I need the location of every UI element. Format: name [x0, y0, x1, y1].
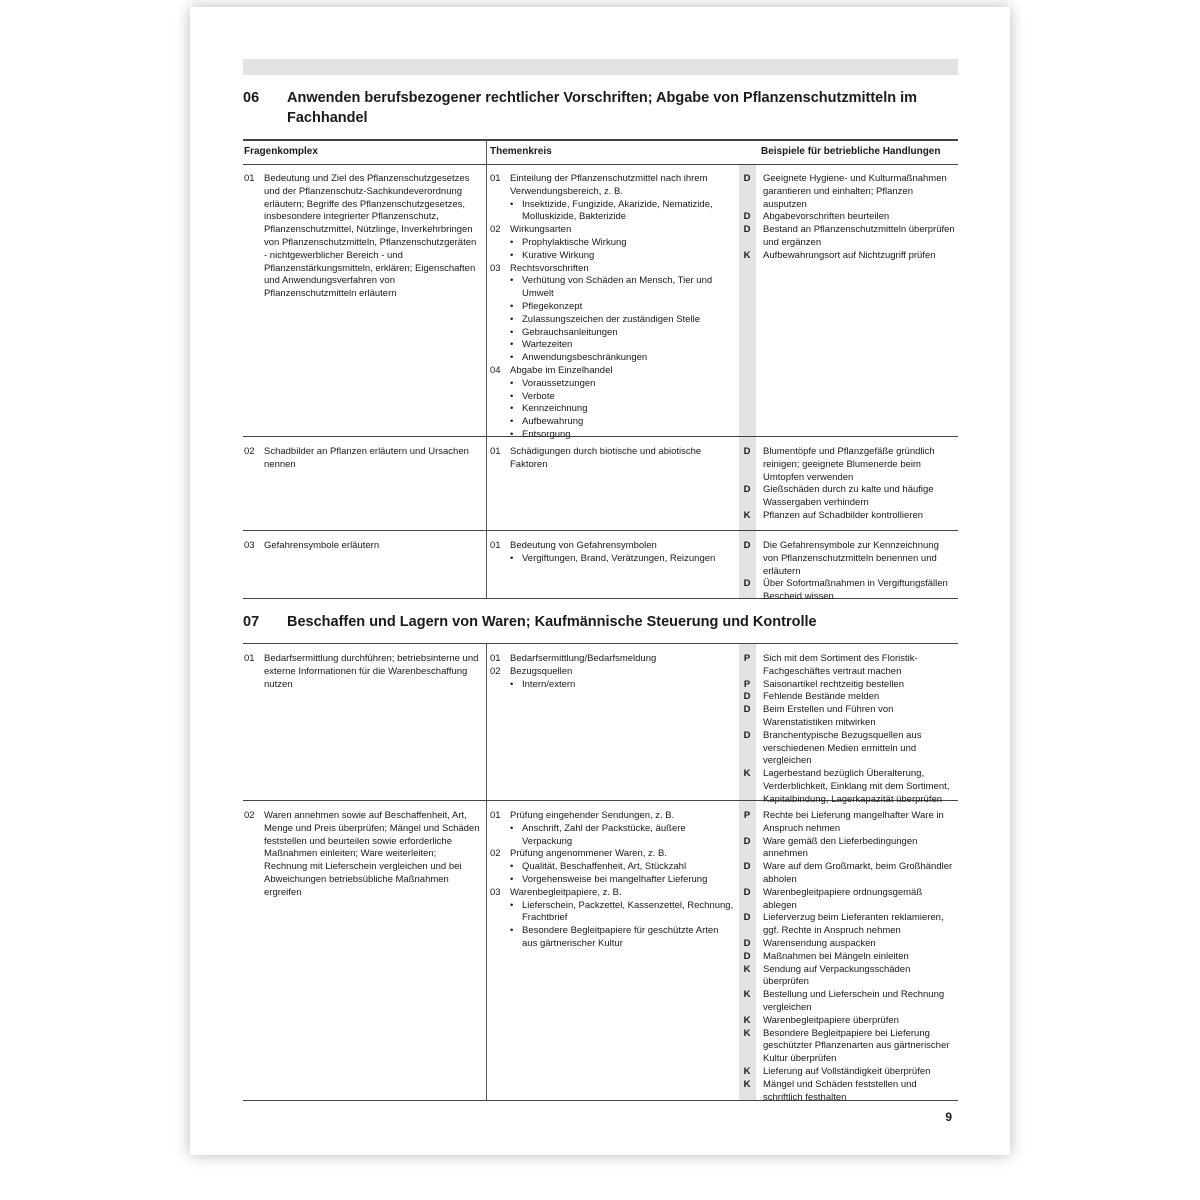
frage-cell: [244, 446, 482, 472]
page-number: 9: [945, 1110, 952, 1124]
handlung-text: Ware auf dem Großmarkt, beim Großhändler abholen: [763, 861, 953, 885]
row-divider: [243, 530, 958, 531]
handlung-code: D: [743, 704, 751, 716]
themen-text: Warenbegleitpapiere, z. B.: [510, 886, 622, 898]
handlung-text: Geeignete Hygiene- und Kulturmaßnahmen garantieren und einhalten; Pflanzen ausputzen: [763, 173, 947, 210]
handlung-code: P: [743, 678, 751, 690]
handlung-text: Fehlende Bestände melden: [763, 691, 880, 703]
themen-text: Rechtsvorschriften: [510, 262, 589, 274]
handlung-text: Lagerbestand bezüglich Überalterung, Verderblichkeit, Einklang mit dem Sortiment, Kapitalbindung, Lagerkapazität überprüfen: [763, 768, 950, 805]
handlung-code: D: [743, 540, 751, 551]
handlung-text: Pflanzen auf Schadbilder kontrollieren: [763, 509, 924, 521]
column-header-beispiele: Beispiele für betriebliche Handlungen: [761, 146, 941, 157]
handlung-code: D: [743, 173, 751, 184]
themen-cell: [490, 173, 736, 442]
handlung-code: P: [743, 810, 751, 821]
themen-number: 01: [490, 173, 501, 184]
handlung-text: Besondere Begleitpapiere bei Lieferung geschützter Pflanzenarten aus gärtnerischer Kultur überprüfen: [763, 1027, 950, 1065]
handlungen-cell: [741, 446, 955, 523]
handlung-text: Sendung auf Verpackungsschäden überprüfen: [763, 963, 911, 988]
frage-text: Bedeutung und Ziel des Pflanzenschutzgesetzes und der Pflanzenschutz-Sachkundeverordnung erläutern; Begriffe des Pflanzenschutzgesetzes, insbesondere integrierter Pflanzenschutz, Pflanzenschutzmittel, Nützlinge, Inverkehrbringen von Pflanzenschutzmitteln, Pflanzenschutzgeräten - nichtgewerblicher Bereich - und Pflanzenstärkungsmitteln, erklären; Eigenschaften und Anwendungsverfahren von Pflanzenschutzmitteln erläutern: [264, 173, 477, 300]
handlung-code: D: [743, 484, 751, 496]
frage-cell: [244, 810, 482, 900]
handlung-code: K: [743, 509, 751, 521]
handlung-text: Warenbegleitpapiere überprüfen: [763, 1014, 899, 1026]
bullet-item: • Pflegekonzept: [510, 301, 736, 314]
bullet-item: • Intern/extern: [510, 679, 736, 692]
handlung-code: D: [743, 950, 751, 962]
column-divider: [486, 644, 487, 1100]
handlung-code: K: [743, 963, 751, 975]
bullet-item: • Anwendungsbeschränkungen: [510, 352, 736, 365]
handlung-text: Lieferverzug beim Lieferanten reklamieren, ggf. Rechte in Anspruch nehmen: [763, 912, 944, 937]
bullet-item: • Vorgehensweise bei mangelhafter Lieferung: [510, 874, 736, 887]
themen-number: 02: [490, 848, 501, 860]
handlung-code: D: [743, 211, 751, 223]
handlung-text: Lieferung auf Vollständigkeit überprüfen: [763, 1065, 931, 1077]
bullet-item: • Gebrauchsanleitungen: [510, 327, 736, 340]
bullet-item: • Besondere Begleitpapiere für geschützte Arten aus gärtnerischer Kultur: [510, 925, 736, 951]
handlungen-cell: [741, 540, 955, 604]
themen-number: 04: [490, 364, 501, 376]
themen-text: Bedeutung von Gefahrensymbolen: [510, 540, 657, 551]
table-top-rule: [243, 139, 958, 141]
handlung-code: K: [743, 1014, 751, 1026]
themen-text: Bezugsquellen: [510, 665, 573, 677]
handlung-text: Ware gemäß den Lieferbedingungen annehmen: [763, 835, 918, 860]
column-header-fragenkomplex: Fragenkomplex: [244, 146, 318, 157]
handlung-code: K: [743, 1078, 751, 1090]
handlung-text: Bestand an Pflanzenschutzmitteln überprüfen und ergänzen: [763, 224, 955, 248]
frage-text: Schadbilder an Pflanzen erläutern und Ursachen nennen: [264, 446, 469, 470]
handlung-text: Warenbegleitpapiere ordnungsgemäß ablegen: [763, 886, 923, 911]
bullet-item: • Vergiftungen, Brand, Verätzungen, Reizungen: [510, 553, 736, 566]
handlung-text: Über Sofortmaßnahmen in Vergiftungsfällen Bescheid wissen: [763, 578, 948, 603]
handlung-code: D: [743, 224, 751, 236]
handlung-code: D: [743, 912, 751, 924]
header-bar: [243, 59, 958, 75]
handlung-code: D: [743, 886, 751, 898]
handlung-code: D: [743, 691, 751, 703]
bullet-item: • Verbote: [510, 391, 736, 404]
handlung-code: D: [743, 578, 751, 590]
bullet-item: • Voraussetzungen: [510, 378, 736, 391]
handlungen-cell: [741, 173, 955, 263]
themen-text: Wirkungsarten: [510, 224, 572, 236]
handlung-text: Maßnahmen bei Mängeln einleiten: [763, 950, 909, 962]
handlung-text: Sich mit dem Sortiment des Floristik-Fachgeschäftes vertraut machen: [763, 653, 918, 677]
themen-number: 01: [490, 540, 501, 551]
themen-cell: [490, 446, 736, 472]
frage-text: Bedarfsermittlung durchführen; betriebsinterne und externe Informationen für die Warenbeschaffung nutzen: [264, 653, 479, 690]
frage-cell: [244, 173, 482, 301]
handlung-text: Rechte bei Lieferung mangelhafter Ware in Anspruch nehmen: [763, 810, 944, 834]
handlungen-cell: [741, 653, 955, 807]
frage-cell: [244, 653, 482, 691]
bullet-item: • Verhütung von Schäden an Mensch, Tier und Umwelt: [510, 275, 736, 301]
handlung-text: Bestellung und Lieferschein und Rechnung vergleichen: [763, 989, 945, 1013]
themen-number: 01: [490, 446, 501, 457]
bullet-item: • Aufbewahrung: [510, 416, 736, 429]
section-title: Anwenden berufsbezogener rechtlicher Vorschriften; Abgabe von Pflanzenschutzmitteln im Fachhandel: [287, 90, 918, 126]
handlungen-cell: [741, 810, 955, 1104]
table-header-rule: [243, 164, 958, 165]
frage-number: 03: [244, 540, 255, 551]
handlung-code: K: [743, 1027, 751, 1039]
handlung-code: K: [743, 249, 751, 261]
themen-number: 01: [490, 810, 501, 821]
themen-cell: [490, 540, 736, 566]
themen-cell: [490, 653, 736, 691]
handlung-text: Gießschäden durch zu kalte und häufige Wassergaben verhindern: [763, 484, 934, 509]
themen-text: Bedarfsermittlung/Bedarfsmeldung: [510, 653, 657, 664]
handlung-text: Die Gefahrensymbole zur Kennzeichnung von Pflanzenschutzmitteln benennen und erläutern: [763, 540, 939, 577]
table-top-rule: [243, 643, 958, 644]
bullet-item: • Zulassungszeichen der zuständigen Stelle: [510, 314, 736, 327]
handlung-text: Abgabevorschriften beurteilen: [763, 211, 890, 223]
bullet-item: • Prophylaktische Wirkung: [510, 237, 736, 250]
handlung-code: K: [743, 768, 751, 780]
handlung-code: D: [743, 729, 751, 741]
frage-text: Gefahrensymbole erläutern: [264, 540, 380, 551]
themen-number: 01: [490, 653, 501, 664]
section-number: 06: [243, 90, 260, 106]
frage-text: Waren annehmen sowie auf Beschaffenheit, Art, Menge und Preis überprüfen; Mängel und Schäden feststellen und beurteilen sowie erforderliche Maßnahmen einleiten; Ware weiterleiten; Rechnung mit Lieferschein vergleichen und bei Abweichungen betriebsübliche Maßnahmen ergreifen: [264, 810, 480, 898]
handlung-text: Warensendung auspacken: [763, 937, 876, 949]
handlung-text: Saisonartikel rechtzeitig bestellen: [763, 678, 904, 690]
handlung-code: D: [743, 937, 751, 949]
themen-text: Abgabe im Einzelhandel: [510, 364, 613, 376]
section-title: Beschaffen und Lagern von Waren; Kaufmännische Steuerung und Kontrolle: [287, 614, 817, 630]
frage-number: 01: [244, 653, 255, 664]
section-number: 07: [243, 614, 260, 630]
bullet-item: • Anschrift, Zahl der Packstücke, äußere Verpackung: [510, 823, 736, 849]
frage-number: 02: [244, 810, 255, 821]
bullet-item: • Insektizide, Fungizide, Akarizide, Nematizide, Molluskizide, Bakterizide: [510, 199, 736, 225]
handlung-code: K: [743, 989, 751, 1001]
themen-number: 03: [490, 886, 501, 898]
bullet-item: • Kurative Wirkung: [510, 250, 736, 263]
frage-cell: [244, 540, 482, 553]
handlung-text: Branchentypische Bezugsquellen aus verschiedenen Medien ermitteln und vergleichen: [763, 729, 922, 767]
handlung-code: D: [743, 835, 751, 847]
handlung-code: K: [743, 1065, 751, 1077]
themen-text: Prüfung angenommener Waren, z. B.: [510, 848, 668, 860]
bullet-item: • Lieferschein, Packzettel, Kassenzettel, Rechnung, Frachtbrief: [510, 900, 736, 926]
handlung-code: P: [743, 653, 751, 664]
frage-number: 01: [244, 173, 255, 184]
bullet-item: • Entsorgung: [510, 429, 736, 442]
bullet-item: • Qualität, Beschaffenheit, Art, Stückzahl: [510, 861, 736, 874]
handlung-text: Blumentöpfe und Pflanzgefäße gründlich reinigen; geeignete Blumenerde beim Umtopfen verwenden: [763, 446, 935, 483]
bullet-item: • Kennzeichnung: [510, 403, 736, 416]
bullet-item: • Wartezeiten: [510, 339, 736, 352]
themen-text: Prüfung eingehender Sendungen, z. B.: [510, 810, 675, 821]
themen-text: Einteilung der Pflanzenschutzmittel nach ihrem Verwendungsbereich, z. B.: [510, 173, 708, 197]
handlung-code: D: [743, 446, 751, 457]
column-header-themenkreis: Themenkreis: [490, 146, 552, 157]
themen-cell: [490, 810, 736, 951]
handlung-code: D: [743, 861, 751, 873]
themen-number: 03: [490, 262, 501, 274]
handlung-text: Beim Erstellen und Führen von Warenstatistiken mitwirken: [763, 704, 894, 728]
themen-number: 02: [490, 224, 501, 236]
handlung-text: Aufbewahrungsort auf Nichtzugriff prüfen: [763, 249, 936, 261]
themen-text: Schädigungen durch biotische und abiotische Faktoren: [510, 446, 702, 470]
themen-number: 02: [490, 665, 501, 677]
handlung-text: Mängel und Schäden feststellen und schriftlich festhalten: [763, 1078, 917, 1103]
frage-number: 02: [244, 446, 255, 457]
